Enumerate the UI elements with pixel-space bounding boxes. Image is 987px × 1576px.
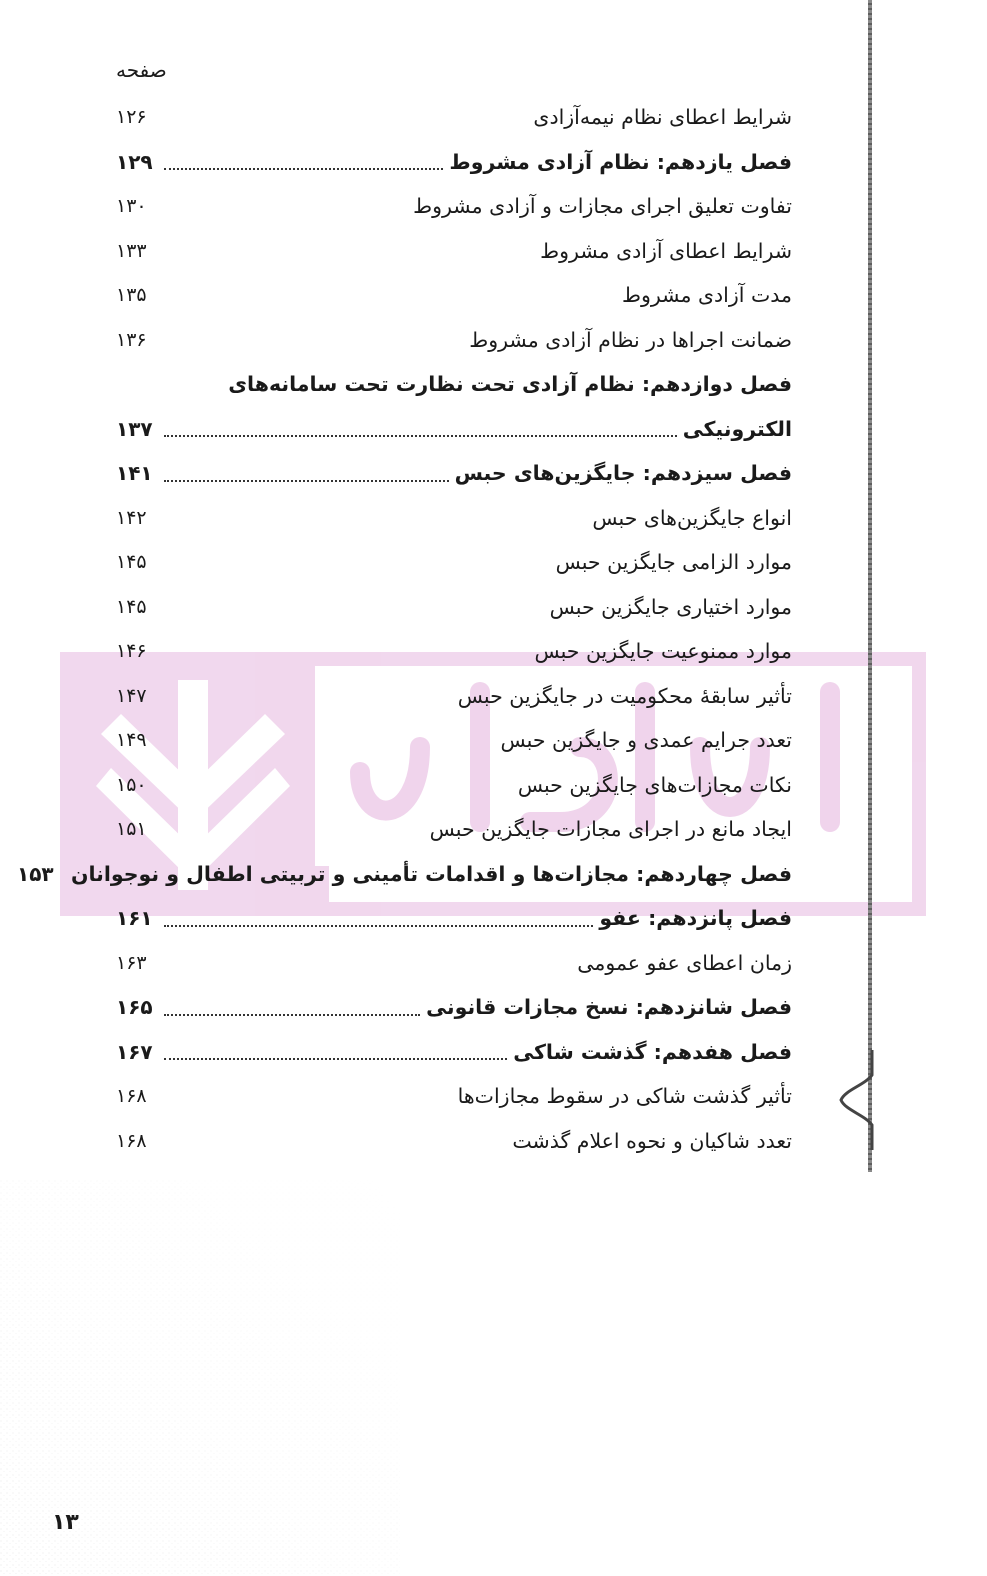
toc-entry-title: الکترونیکی: [682, 416, 792, 441]
dot-leader: [164, 569, 550, 570]
toc-section-row: [116, 184, 792, 229]
toc-chapter-row: [116, 896, 792, 941]
toc-entry-title: انواع جایگزین‌های حبس: [592, 505, 792, 530]
toc-entry-title: ضمانت اجراها در نظام آزادی مشروط: [469, 327, 792, 352]
dot-leader: [164, 167, 443, 170]
toc-entry-page: ۱۶۳: [116, 951, 147, 974]
dot-leader: [164, 702, 452, 703]
toc-entry-title: فصل شانزدهم: نسخ مجازات قانونی: [426, 995, 792, 1020]
toc-entry-page: ۱۵۰: [116, 773, 147, 796]
dot-leader: [164, 346, 463, 347]
page-column-header: صفحه: [116, 58, 167, 82]
dot-leader: [164, 302, 616, 303]
toc-entry-title: شرایط اعطای آزادی مشروط: [540, 238, 792, 263]
dot-leader: [164, 257, 534, 258]
dot-leader: [164, 124, 527, 125]
toc-entry-title: شرایط اعطای نظام نیمه‌آزادی: [533, 105, 792, 130]
dot-leader: [164, 924, 593, 927]
toc-section-row: [116, 807, 792, 852]
toc-section-row: [116, 763, 792, 808]
toc-entry-page: ۱۴۲: [116, 506, 147, 529]
toc-chapter-row: [116, 985, 792, 1030]
toc-section-row: [116, 941, 792, 986]
toc-section-row: [116, 674, 792, 719]
binding-notch: [835, 1050, 885, 1150]
toc-entry-title: نکات مجازات‌های جایگزین حبس: [517, 772, 792, 797]
toc-section-row: [116, 718, 792, 763]
toc-entry-page: ۱۴۵: [116, 595, 147, 618]
toc-entry-title: تفاوت تعلیق اجرای مجازات و آزادی مشروط: [413, 194, 792, 219]
toc-entry-page: ۱۶۷: [116, 1039, 153, 1064]
toc-entry-title: ایجاد مانع در اجرای مجازات جایگزین حبس: [429, 817, 792, 842]
toc-entry-title: تعدد جرایم عمدی و جایگزین حبس: [500, 728, 792, 753]
toc-entry-page: ۱۶۵: [116, 995, 153, 1020]
toc-entry-title: مدت آزادی مشروط: [622, 283, 792, 308]
toc-section-row: [116, 585, 792, 630]
toc-entry-title: تأثیر گذشت شاکی در سقوط مجازات‌ها: [457, 1084, 792, 1109]
toc-entry-title: فصل یازدهم: نظام آزادی مشروط: [449, 149, 792, 174]
toc-entry-page: ۱۶۱: [116, 906, 153, 931]
toc-entry-title: فصل پانزدهم: عفو: [599, 906, 792, 931]
toc-entry-page: ۱۳۰: [116, 195, 147, 218]
dot-leader: [164, 658, 528, 659]
dot-leader: [164, 524, 586, 525]
dot-leader: [164, 836, 424, 837]
toc-entry-title: تأثیر سابقهٔ محکومیت در جایگزین حبس: [457, 683, 792, 708]
toc-section-row: [116, 318, 792, 363]
toc-entry-page: ۱۵۱: [116, 818, 147, 841]
toc-chapter-row: [116, 407, 792, 452]
dot-leader: [164, 1147, 506, 1148]
toc-chapter-row: [16, 852, 792, 897]
dot-leader: [164, 969, 571, 970]
toc-chapter-row: [116, 362, 792, 407]
toc-entry-page: ۱۴۹: [116, 729, 147, 752]
toc-entry-title: تعدد شاکیان و نحوه اعلام گذشت: [512, 1128, 792, 1153]
page-number: ۱۳: [52, 1510, 79, 1535]
toc-entry-title: موارد ممنوعیت جایگزین حبس: [534, 639, 792, 664]
dot-leader: [164, 747, 495, 748]
dot-leader: [164, 613, 544, 614]
toc-section-row: [116, 229, 792, 274]
toc-entry-title: فصل دوازدهم: نظام آزادی تحت نظارت تحت سامانه‌های: [228, 372, 792, 397]
toc-entry-page: ۱۲۶: [116, 106, 147, 129]
toc-entry-title: موارد اختیاری جایگزین حبس: [549, 594, 792, 619]
toc-section-row: [116, 1074, 792, 1119]
toc-section-row: [116, 95, 792, 140]
toc-entry-page: ۱۴۱: [116, 461, 153, 486]
toc-entry-page: ۱۳۵: [116, 284, 147, 307]
toc-entry-title: زمان اعطای عفو عمومی: [577, 950, 792, 975]
toc-chapter-row: [116, 1030, 792, 1075]
toc-section-row: [116, 496, 792, 541]
toc-entry-page: ۱۴۷: [116, 684, 147, 707]
toc-entry-page: ۱۲۹: [116, 149, 153, 174]
toc-section-row: [116, 540, 792, 585]
table-of-contents: [16, 95, 792, 1163]
dot-leader: [164, 1103, 452, 1104]
toc-entry-title: فصل چهاردهم: مجازات‌ها و اقدامات تأمینی و تربیتی اطفال و نوجوانان: [70, 861, 792, 886]
toc-entry-title: موارد الزامی جایگزین حبس: [555, 550, 792, 575]
toc-chapter-row: [116, 451, 792, 496]
toc-chapter-row: [116, 140, 792, 185]
toc-entry-title: فصل هفدهم: گذشت شاکی: [513, 1039, 792, 1064]
toc-entry-page: ۱۴۶: [116, 640, 147, 663]
toc-section-row: [116, 273, 792, 318]
dot-leader: [164, 791, 512, 792]
dot-leader: [164, 434, 677, 437]
toc-entry-page: ۱۵۳: [16, 861, 54, 886]
toc-entry-page: ۱۳۶: [116, 328, 147, 351]
toc-entry-title: فصل سیزدهم: جایگزین‌های حبس: [454, 461, 792, 486]
toc-entry-page: ۱۶۸: [116, 1129, 147, 1152]
toc-entry-page: ۱۳۳: [116, 239, 147, 262]
dot-leader: [164, 391, 222, 392]
dot-leader: [164, 479, 449, 482]
toc-section-row: [116, 629, 792, 674]
toc-section-row: [116, 1119, 792, 1164]
toc-entry-page: ۱۴۵: [116, 551, 147, 574]
toc-entry-page: ۱۳۷: [116, 416, 153, 441]
toc-entry-page: ۱۶۸: [116, 1085, 147, 1108]
dot-leader: [164, 213, 407, 214]
binding-edge: [868, 0, 872, 1172]
dot-leader: [164, 1057, 507, 1060]
dot-leader: [164, 1013, 420, 1016]
